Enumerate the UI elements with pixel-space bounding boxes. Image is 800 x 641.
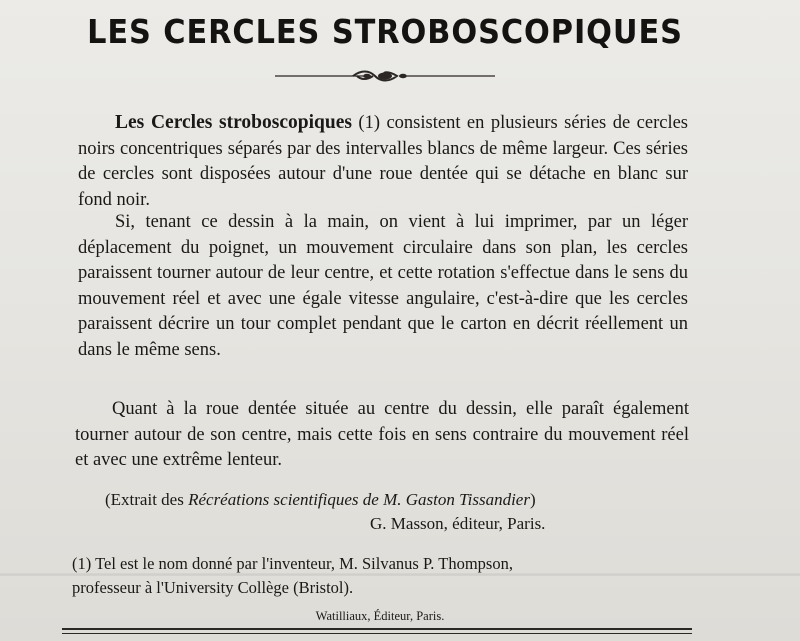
ornament-divider xyxy=(275,68,495,84)
bottom-rule xyxy=(62,628,692,630)
excerpt-work-title: Récréations scientifiques de M. Gaston Tissandier xyxy=(188,490,530,509)
excerpt-source xyxy=(105,488,705,512)
paragraph-intro xyxy=(78,110,688,213)
page-title: LES CERCLES STROBOSCOPIQUES xyxy=(87,12,683,51)
paragraph-gear: Quant à la roue dentée située au centre du dessin, elle paraît également tourner autour de son centre, mais cette fois en sens contraire du mouvement réel et avec une extrême lenteur. xyxy=(75,399,689,470)
bottom-rule-thin xyxy=(62,633,692,634)
excerpt-prefix: (Extrait des xyxy=(105,490,189,509)
paragraph-rotation: Si, tenant ce dessin à la main, on vient à lui imprimer, par un léger déplacement du poignet, un mouvement circulaire dans son plan, les cercles paraissent tourner autour de leur centre, et cette rotation s'effectue dans le sens du mouvement réel et avec une égale vitesse angulaire, c'est-à-dire que les cercles paraissent décrire un tour complet pendant que le carton en décrit réellement un dans le même sens. xyxy=(78,212,688,360)
printer-credit: Watilliaux, Éditeur, Paris. xyxy=(315,609,445,623)
footnote-line-2: professeur à l'University Collège (Bristol). xyxy=(72,578,354,597)
excerpt-publisher: G. Masson, éditeur, Paris. xyxy=(370,514,546,533)
excerpt-suffix: ) xyxy=(529,490,536,509)
paragraph-intro-text: (1) consistent en plusieurs séries de cercles noirs concentriques séparés par des intervalles blancs de même largeur. Ces séries de cercles sont disposées autour d'une roue dentée qui se détache en blanc sur fond noir. xyxy=(78,113,688,210)
footnote xyxy=(72,552,692,600)
footnote-line-1: (1) Tel est le nom donné par l'inventeur, M. Silvanus P. Thompson, xyxy=(72,554,513,573)
paragraph-intro-lead: Les Cercles stroboscopiques xyxy=(115,112,352,133)
